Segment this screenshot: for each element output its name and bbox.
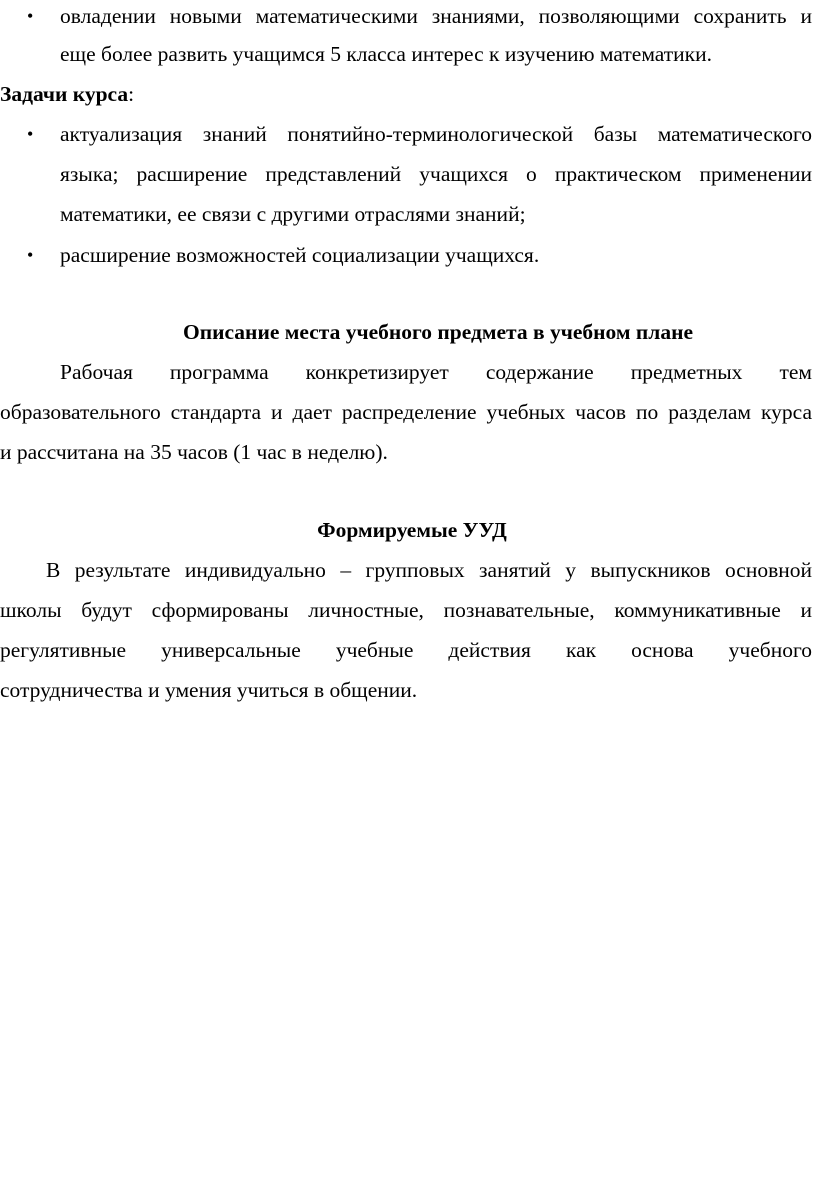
task-1-line-1: актуализация знаний понятийно-терминологической базы математического: [60, 122, 812, 146]
bullet-icon: •: [27, 6, 34, 26]
section-place-line-3: и рассчитана на 35 часов (1 час в неделю).: [0, 440, 388, 464]
section-uud-line-3: регулятивные универсальные учебные действия как основа учебного: [0, 638, 812, 662]
section-uud-line-4: сотрудничества и умения учиться в общении.: [0, 678, 418, 702]
bullet-icon: •: [27, 245, 34, 265]
tasks-heading-text: Задачи курса: [0, 82, 129, 106]
section-uud-heading: Формируемые УУД: [317, 518, 507, 542]
section-place-heading: Описание места учебного предмета в учебном плане: [183, 320, 693, 344]
intro-bullet-line-2: еще более развить учащимся 5 класса интерес к изучению математики.: [60, 42, 712, 66]
intro-bullet-line-1: овладении новыми математическими знаниями, позволяющими сохранить и: [60, 4, 812, 28]
tasks-heading-colon: :: [128, 82, 135, 106]
task-1-line-2: языка; расширение представлений учащихся о практическом применении: [60, 162, 812, 186]
task-1-line-3: математики, ее связи с другими отраслями знаний;: [60, 202, 526, 226]
task-2-line-1: расширение возможностей социализации учащихся.: [60, 243, 540, 267]
section-place-line-1: Рабочая программа конкретизирует содержание предметных тем: [60, 360, 812, 384]
bullet-icon: •: [27, 124, 34, 144]
section-uud-line-2: школы будут сформированы личностные, познавательные, коммуникативные и: [0, 598, 812, 622]
section-place-line-2: образовательного стандарта и дает распределение учебных часов по разделам курса: [0, 400, 812, 424]
section-uud-line-1: В результате индивидуально – групповых занятий у выпускников основной: [46, 558, 812, 582]
